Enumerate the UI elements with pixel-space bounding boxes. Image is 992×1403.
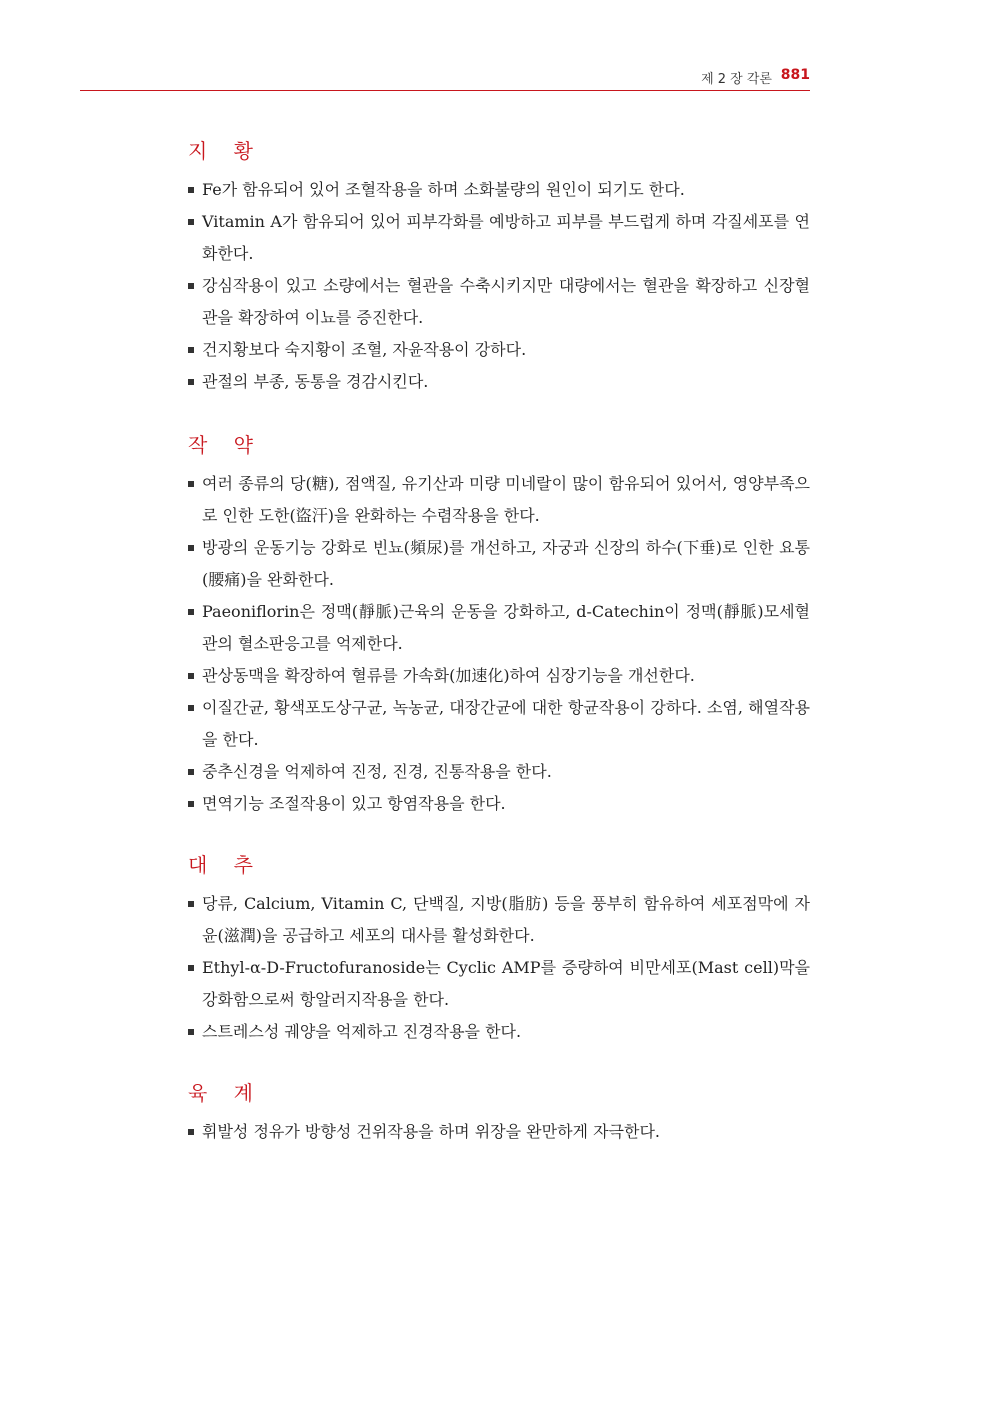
list-item: 스트레스성 궤양을 억제하고 진경작용을 한다. <box>188 1016 810 1048</box>
list-item: 강심작용이 있고 소량에서는 혈관을 수축시키지만 대량에서는 혈관을 확장하고 신장혈관을 확장하여 이뇨를 증진한다. <box>188 270 810 334</box>
section-jihwang <box>188 136 810 398</box>
section-jakyak <box>188 430 810 820</box>
bullet-icon <box>188 187 194 193</box>
bullet-icon <box>188 379 194 385</box>
list-item: 관상동맥을 확장하여 혈류를 가속화(加速化)하여 심장기능을 개선한다. <box>188 660 810 692</box>
bullet-icon <box>188 1029 194 1035</box>
bullet-list <box>188 468 810 820</box>
bullet-icon <box>188 347 194 353</box>
bullet-list <box>188 888 810 1048</box>
bullet-list <box>188 174 810 398</box>
bullet-icon <box>188 609 194 615</box>
bullet-icon <box>188 481 194 487</box>
section-title: 대 추 <box>188 853 263 877</box>
page-header <box>80 62 810 91</box>
list-item: Fe가 함유되어 있어 조혈작용을 하며 소화불량의 원인이 되기도 한다. <box>188 174 810 206</box>
list-item: 중추신경을 억제하여 진정, 진경, 진통작용을 한다. <box>188 756 810 788</box>
bullet-icon <box>188 283 194 289</box>
bullet-icon <box>188 219 194 225</box>
bullet-icon <box>188 901 194 907</box>
chapter-title: 제 2 장 각론 <box>701 72 772 87</box>
section-title: 육 계 <box>188 1081 263 1105</box>
section-title: 작 약 <box>188 433 263 457</box>
bullet-icon <box>188 673 194 679</box>
section-title: 지 황 <box>188 139 263 163</box>
bullet-icon <box>188 545 194 551</box>
list-item: Ethyl-α-D-Fructofuranoside는 Cyclic AMP를 증량하여 비만세포(Mast cell)막을 강화함으로써 항알러지작용을 한다. <box>188 952 810 1016</box>
list-item: Vitamin A가 함유되어 있어 피부각화를 예방하고 피부를 부드럽게 하며 각질세포를 연화한다. <box>188 206 810 270</box>
bullet-icon <box>188 1129 194 1135</box>
bullet-icon <box>188 965 194 971</box>
list-item: 이질간균, 황색포도상구균, 녹농균, 대장간균에 대한 항균작용이 강하다. 소염, 해열작용을 한다. <box>188 692 810 756</box>
list-item: 건지황보다 숙지황이 조혈, 자윤작용이 강하다. <box>188 334 810 366</box>
list-item: 여러 종류의 당(糖), 점액질, 유기산과 미량 미네랄이 많이 함유되어 있어서, 영양부족으로 인한 도한(盜汗)을 완화하는 수렴작용을 한다. <box>188 468 810 532</box>
section-yukgye <box>188 1078 810 1148</box>
list-item: 관절의 부종, 동통을 경감시킨다. <box>188 366 810 398</box>
section-daechu <box>188 850 810 1048</box>
list-item: 휘발성 정유가 방향성 건위작용을 하며 위장을 완만하게 자극한다. <box>188 1116 810 1148</box>
list-item: 면역기능 조절작용이 있고 항염작용을 한다. <box>188 788 810 820</box>
list-item: 당류, Calcium, Vitamin C, 단백질, 지방(脂肪) 등을 풍부히 함유하여 세포점막에 자윤(滋潤)을 공급하고 세포의 대사를 활성화한다. <box>188 888 810 952</box>
bullet-list <box>188 1116 810 1148</box>
bullet-icon <box>188 769 194 775</box>
bullet-icon <box>188 705 194 711</box>
list-item: 방광의 운동기능 강화로 빈뇨(頻尿)를 개선하고, 자궁과 신장의 하수(下垂)로 인한 요통(腰痛)을 완화한다. <box>188 532 810 596</box>
bullet-icon <box>188 801 194 807</box>
list-item: Paeoniflorin은 정맥(靜脈)근육의 운동을 강화하고, d-Catechin이 정맥(靜脈)모세혈관의 혈소판응고를 억제한다. <box>188 596 810 660</box>
page-number: 881 <box>780 67 810 83</box>
